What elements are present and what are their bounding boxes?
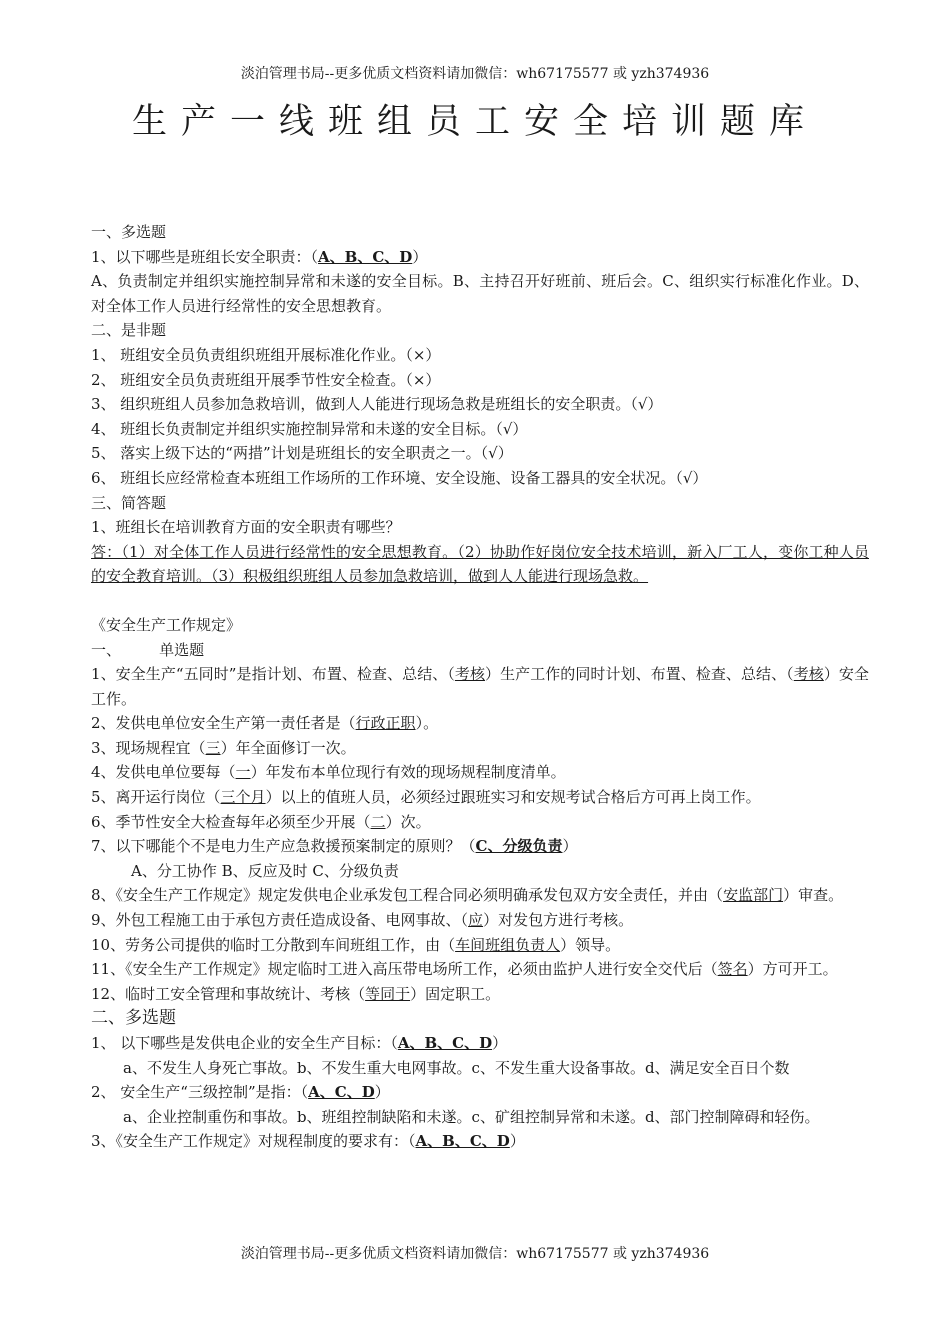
- page-header: 淡泊管理书局--更多优质文档资料请加微信：wh67175577 或 yzh374936: [240, 66, 710, 82]
- question-text-end: ）固定职工。: [410, 984, 501, 1003]
- answer-text: 三个月: [220, 788, 266, 807]
- tf-item-4: 4、 班组长负责制定并组织实施控制异常和未遂的安全目标。（√）: [91, 419, 528, 438]
- spacer: [91, 589, 869, 613]
- multi-q2: [91, 1080, 869, 1105]
- single-q5: [91, 785, 869, 810]
- question-text: ）生产工作的同时计划、布置、检查、总结、（: [485, 665, 794, 684]
- question-text-end: ）次。: [385, 812, 431, 831]
- answer-text: A、C、D: [308, 1083, 375, 1102]
- answer-text: A、B、C、D: [415, 1132, 510, 1151]
- answer-text: 考核: [454, 665, 486, 684]
- question-text-end: ）: [509, 1132, 525, 1151]
- single-q1: [91, 662, 869, 711]
- tf-item-3: 3、 组织班组人员参加急救培训，做到人人能进行现场急救是班组长的安全职责。（√）: [91, 395, 663, 414]
- question-text: 11、《安全生产工作规定》规定临时工进入高压带电场所工作，必须由监护人进行安全交代后（: [91, 960, 718, 979]
- answer-text: 等同于: [365, 984, 411, 1003]
- single-q11: [91, 957, 869, 982]
- single-q12: [91, 982, 869, 1007]
- short-answer-answer: 答：（1）对全体工作人员进行经常性的安全思想教育。（2）协助作好岗位安全技术培训，新入厂工人，变你工种人员的安全教育培训。（3）积极组织班组人员参加急救培训，做到人人能进行现场急救。: [91, 542, 869, 586]
- question-text-end: ）领导。: [560, 935, 621, 954]
- short-answer-question: 1、班组长在培训教育方面的安全职责有哪些？: [91, 518, 401, 537]
- section-heading-short-answer: 三、简答题: [91, 493, 167, 512]
- question-text: 3、《安全生产工作规定》对规程制度的要求有：（: [91, 1132, 416, 1151]
- tf-item-2: 2、 班组安全员负责班组开展季节性安全检查。（×）: [91, 370, 441, 389]
- part2-title: 《安全生产工作规定》: [91, 615, 242, 634]
- question-text: 6、季节性安全大检查每年必须至少开展（: [91, 812, 371, 831]
- question-text: 1、安全生产“五同时”是指计划、布置、检查、总结、（: [91, 665, 455, 684]
- answer-text: 车间班组负责人: [455, 935, 561, 954]
- question-text-end: ）。: [415, 714, 439, 733]
- answer-text: 行政正职: [355, 714, 416, 733]
- question-text: 9、外包工程施工由于承包方责任造成设备、电网事故、（: [91, 911, 469, 930]
- single-q10: [91, 933, 869, 958]
- question-text: 1、以下哪些是班组长安全职责：（: [91, 247, 319, 266]
- answer-text: 签名: [717, 960, 748, 979]
- question-options: A、负责制定并组织实施控制异常和未遂的安全目标。B、主持召开好班前、班后会。C、组织实行标准化作业。D、对全体工作人员进行经常性的安全思想教育。: [91, 272, 869, 315]
- question-text-end: ）对发包方进行考核。: [483, 911, 634, 930]
- question-text-end: ）: [492, 1034, 508, 1052]
- question-text: 7、以下哪能个不是电力生产应急救援预案制定的原则？（: [91, 837, 476, 856]
- page-footer: 淡泊管理书局--更多优质文档资料请加微信：wh67175577 或 yzh374936: [240, 1246, 710, 1262]
- question-text-end: ）: [412, 247, 428, 266]
- document-body: [91, 220, 869, 1154]
- question-text: 3、现场规程宜（: [91, 738, 206, 757]
- answer-text: 一: [235, 763, 251, 782]
- tf-item-6: 6、 班组长应经常检查本班组工作场所的工作环境、安全设施、设备工器具的安全状况。（√）: [91, 468, 708, 487]
- question-s1-q1: [91, 245, 869, 270]
- single-q3: [91, 736, 869, 761]
- question-text: 2、发供电单位安全生产第一责任者是（: [91, 714, 356, 733]
- answer-text: A、B、C、D: [318, 247, 413, 266]
- question-text: 5、离开运行岗位（: [91, 788, 221, 807]
- answer-text: 二: [370, 812, 386, 831]
- tf-item-5: 5、 落实上级下达的“两措”计划是班组长的安全职责之一。（√）: [91, 444, 513, 463]
- single-q8: [91, 883, 869, 908]
- question-text: 1、 以下哪些是发供电企业的安全生产目标：（: [91, 1034, 398, 1052]
- question-text: 12、临时工安全管理和事故统计、考核（: [91, 984, 366, 1003]
- multi-q3: [91, 1129, 869, 1154]
- question-text: 4、发供电单位要每（: [91, 763, 236, 782]
- question-text: 8、《安全生产工作规定》规定发供电企业承发包工程合同必须明确承发包双方安全责任，并由（: [91, 886, 724, 905]
- multi-q1: [91, 1031, 869, 1056]
- answer-text: C、分级负责: [475, 837, 563, 856]
- question-text-end: ）审查。: [783, 886, 844, 905]
- document-title: 生产一线班组员工安全培训题库: [131, 102, 818, 142]
- answer-text: 安监部门: [723, 886, 784, 905]
- section-heading-multi-choice: 一、多选题: [91, 223, 167, 241]
- section-heading-true-false: 二、是非题: [91, 321, 167, 340]
- question-text-end: ）以上的值班人员，必须经过跟班实习和安规考试合格后方可再上岗工作。: [265, 788, 761, 807]
- answer-text: 考核: [793, 665, 824, 684]
- answer-text: 三: [205, 738, 221, 757]
- section-heading-multi-choice-2: 二、多选题: [91, 1008, 176, 1029]
- question-text-end: ）安全工作。: [91, 665, 869, 708]
- question-text-end: ）: [374, 1083, 390, 1102]
- multi-q2-options: a、企业控制重伤和事故。b、班组控制缺陷和未遂。c、矿组控制异常和未遂。d、部门控制障碍和轻伤。: [123, 1107, 820, 1126]
- single-q7-options: A、分工协作 B、反应及时 C、分级负责: [131, 861, 399, 880]
- single-q7: [91, 834, 869, 859]
- single-q4: [91, 760, 869, 785]
- question-text-end: ）方可开工。: [747, 960, 838, 979]
- multi-q1-options: a、不发生人身死亡事故。b、不发生重大电网事故。c、不发生重大设备事故。d、满足安全百日个数: [123, 1058, 790, 1077]
- question-text: 2、 安全生产“三级控制”是指：（: [91, 1083, 309, 1102]
- single-q9: [91, 908, 869, 933]
- single-q2: [91, 711, 869, 736]
- section-heading-single-choice: 一、 单选题: [91, 640, 205, 659]
- question-text-end: ）年发布本单位现行有效的现场规程制度清单。: [250, 763, 566, 782]
- answer-text: 应: [468, 911, 484, 930]
- single-q6: [91, 810, 869, 835]
- question-text-end: ）年全面修订一次。: [220, 738, 356, 757]
- answer-text: A、B、C、D: [397, 1034, 493, 1052]
- question-text-end: ）: [562, 837, 578, 856]
- tf-item-1: 1、 班组安全员负责组织班组开展标准化作业。（×）: [91, 345, 441, 364]
- question-text: 10、劳务公司提供的临时工分散到车间班组工作，由（: [91, 935, 456, 954]
